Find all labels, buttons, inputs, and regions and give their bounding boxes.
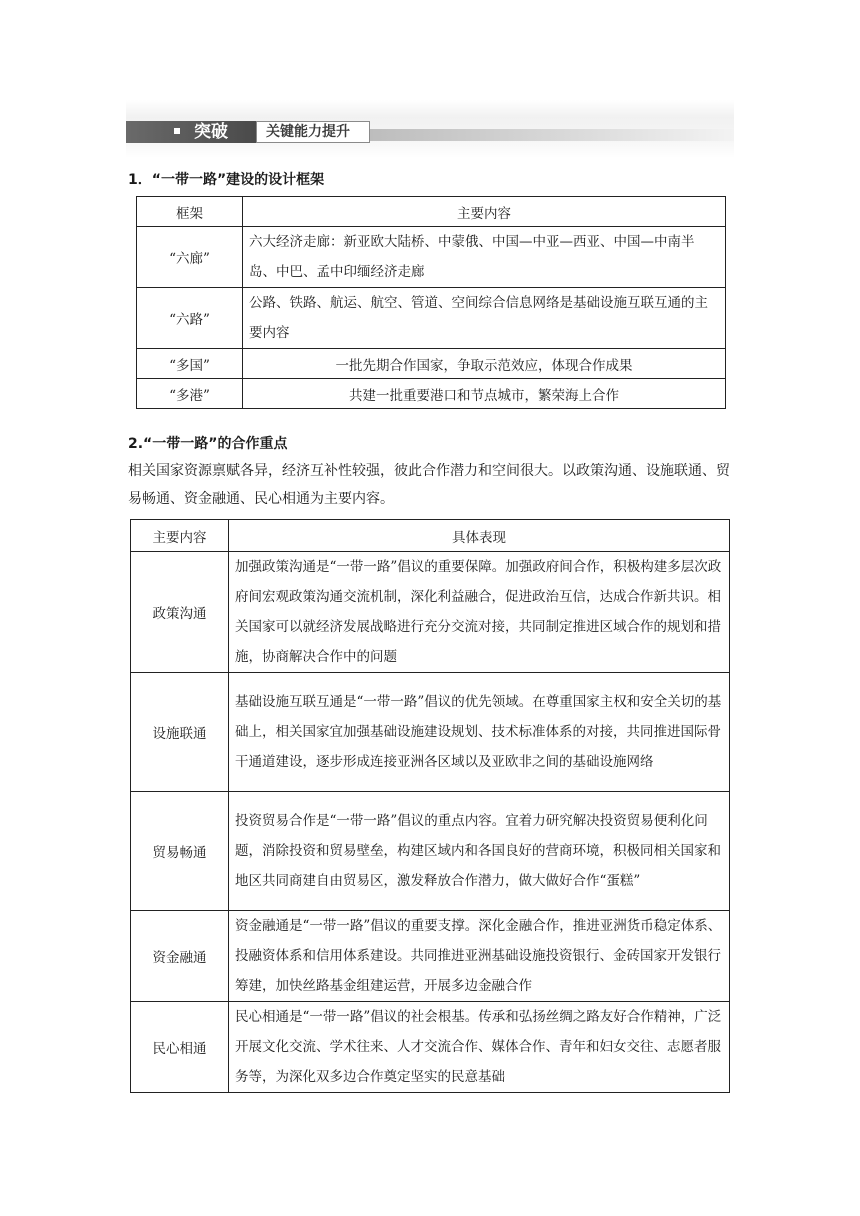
framework-name-cell: “多港” bbox=[137, 379, 243, 409]
section2-intro: 相关国家资源禀赋各异，经济互补性较强，彼此合作潜力和空间很大。以政策沟通、设施联通、贸易畅通、资金融通、民心相通为主要内容。 bbox=[128, 463, 730, 507]
table-row bbox=[131, 673, 730, 792]
cooperation-content-cell: 基础设施互联互通是“一带一路”倡议的优先领域。在尊重国家主权和安全关切的基础上，相关国家宜加强基础设施建设规划、技术标准体系的对接，共同推进国际骨干通道建设，逐步形成连接亚洲各区域以及亚欧非之间的基础设施网络 bbox=[229, 673, 730, 792]
table-header-row bbox=[137, 197, 726, 227]
table-header-row bbox=[131, 520, 730, 552]
framework-content-cell: 公路、铁路、航运、航空、管道、空间综合信息网络是基础设施互联互通的主要内容 bbox=[243, 288, 726, 349]
table-row bbox=[137, 227, 726, 288]
banner-decoration-bar bbox=[370, 129, 734, 141]
banner-subtitle: 关键能力提升 bbox=[266, 124, 350, 140]
table-row bbox=[137, 288, 726, 349]
cooperation-content-cell: 投资贸易合作是“一带一路”倡议的重点内容。宜着力研究解决投资贸易便利化问题，消除投资和贸易壁垒，构建区域内和各国良好的营商环境，积极同相关国家和地区共同商建自由贸易区，激发释放合作潜力，做大做好合作“蛋糕” bbox=[229, 792, 730, 911]
cooperation-name-cell: 民心相通 bbox=[131, 1002, 229, 1093]
column-header: 具体表现 bbox=[229, 520, 730, 552]
banner-title: 突破 bbox=[194, 122, 228, 142]
section2-heading: 2.“一带一路”的合作重点 bbox=[128, 436, 288, 452]
framework-name-cell: “六路” bbox=[137, 288, 243, 349]
framework-name-cell: “多国” bbox=[137, 349, 243, 379]
framework-table bbox=[136, 196, 726, 409]
cooperation-name-cell: 政策沟通 bbox=[131, 552, 229, 673]
framework-content-cell: 六大经济走廊：新亚欧大陆桥、中蒙俄、中国—中亚—西亚、中国—中南半岛、中巴、孟中印缅经济走廊 bbox=[243, 227, 726, 288]
framework-content-cell: 共建一批重要港口和节点城市，繁荣海上合作 bbox=[243, 379, 726, 409]
table-row bbox=[131, 792, 730, 911]
table-row bbox=[131, 911, 730, 1002]
framework-name-cell: “六廊” bbox=[137, 227, 243, 288]
cooperation-name-cell: 资金融通 bbox=[131, 911, 229, 1002]
cooperation-name-cell: 贸易畅通 bbox=[131, 792, 229, 911]
square-bullet-icon bbox=[174, 128, 180, 134]
table-row bbox=[137, 349, 726, 379]
cooperation-content-cell: 资金融通是“一带一路”倡议的重要支撑。深化金融合作，推进亚洲货币稳定体系、投融资体系和信用体系建设。共同推进亚洲基础设施投资银行、金砖国家开发银行筹建，加快丝路基金组建运营，开展多边金融合作 bbox=[229, 911, 730, 1002]
cooperation-name-cell: 设施联通 bbox=[131, 673, 229, 792]
section1-heading: 1．“一带一路”建设的设计框架 bbox=[128, 172, 325, 188]
table-row bbox=[131, 1002, 730, 1093]
cooperation-content-cell: 加强政策沟通是“一带一路”倡议的重要保障。加强政府间合作，积极构建多层次政府间宏观政策沟通交流机制，深化利益融合，促进政治互信，达成合作新共识。相关国家可以就经济发展战略进行充分交流对接，共同制定推进区域合作的规划和措施，协商解决合作中的问题 bbox=[229, 552, 730, 673]
cooperation-table bbox=[130, 519, 730, 1093]
table-row bbox=[131, 552, 730, 673]
cooperation-content-cell: 民心相通是“一带一路”倡议的社会根基。传承和弘扬丝绸之路友好合作精神，广泛开展文化交流、学术往来、人才交流合作、媒体合作、青年和妇女交往、志愿者服务等，为深化双多边合作奠定坚实的民意基础 bbox=[229, 1002, 730, 1093]
table-row bbox=[137, 379, 726, 409]
banner-title-block bbox=[126, 121, 256, 143]
column-header: 框架 bbox=[137, 197, 243, 227]
column-header: 主要内容 bbox=[131, 520, 229, 552]
framework-content-cell: 一批先期合作国家，争取示范效应，体现合作成果 bbox=[243, 349, 726, 379]
column-header: 主要内容 bbox=[243, 197, 726, 227]
